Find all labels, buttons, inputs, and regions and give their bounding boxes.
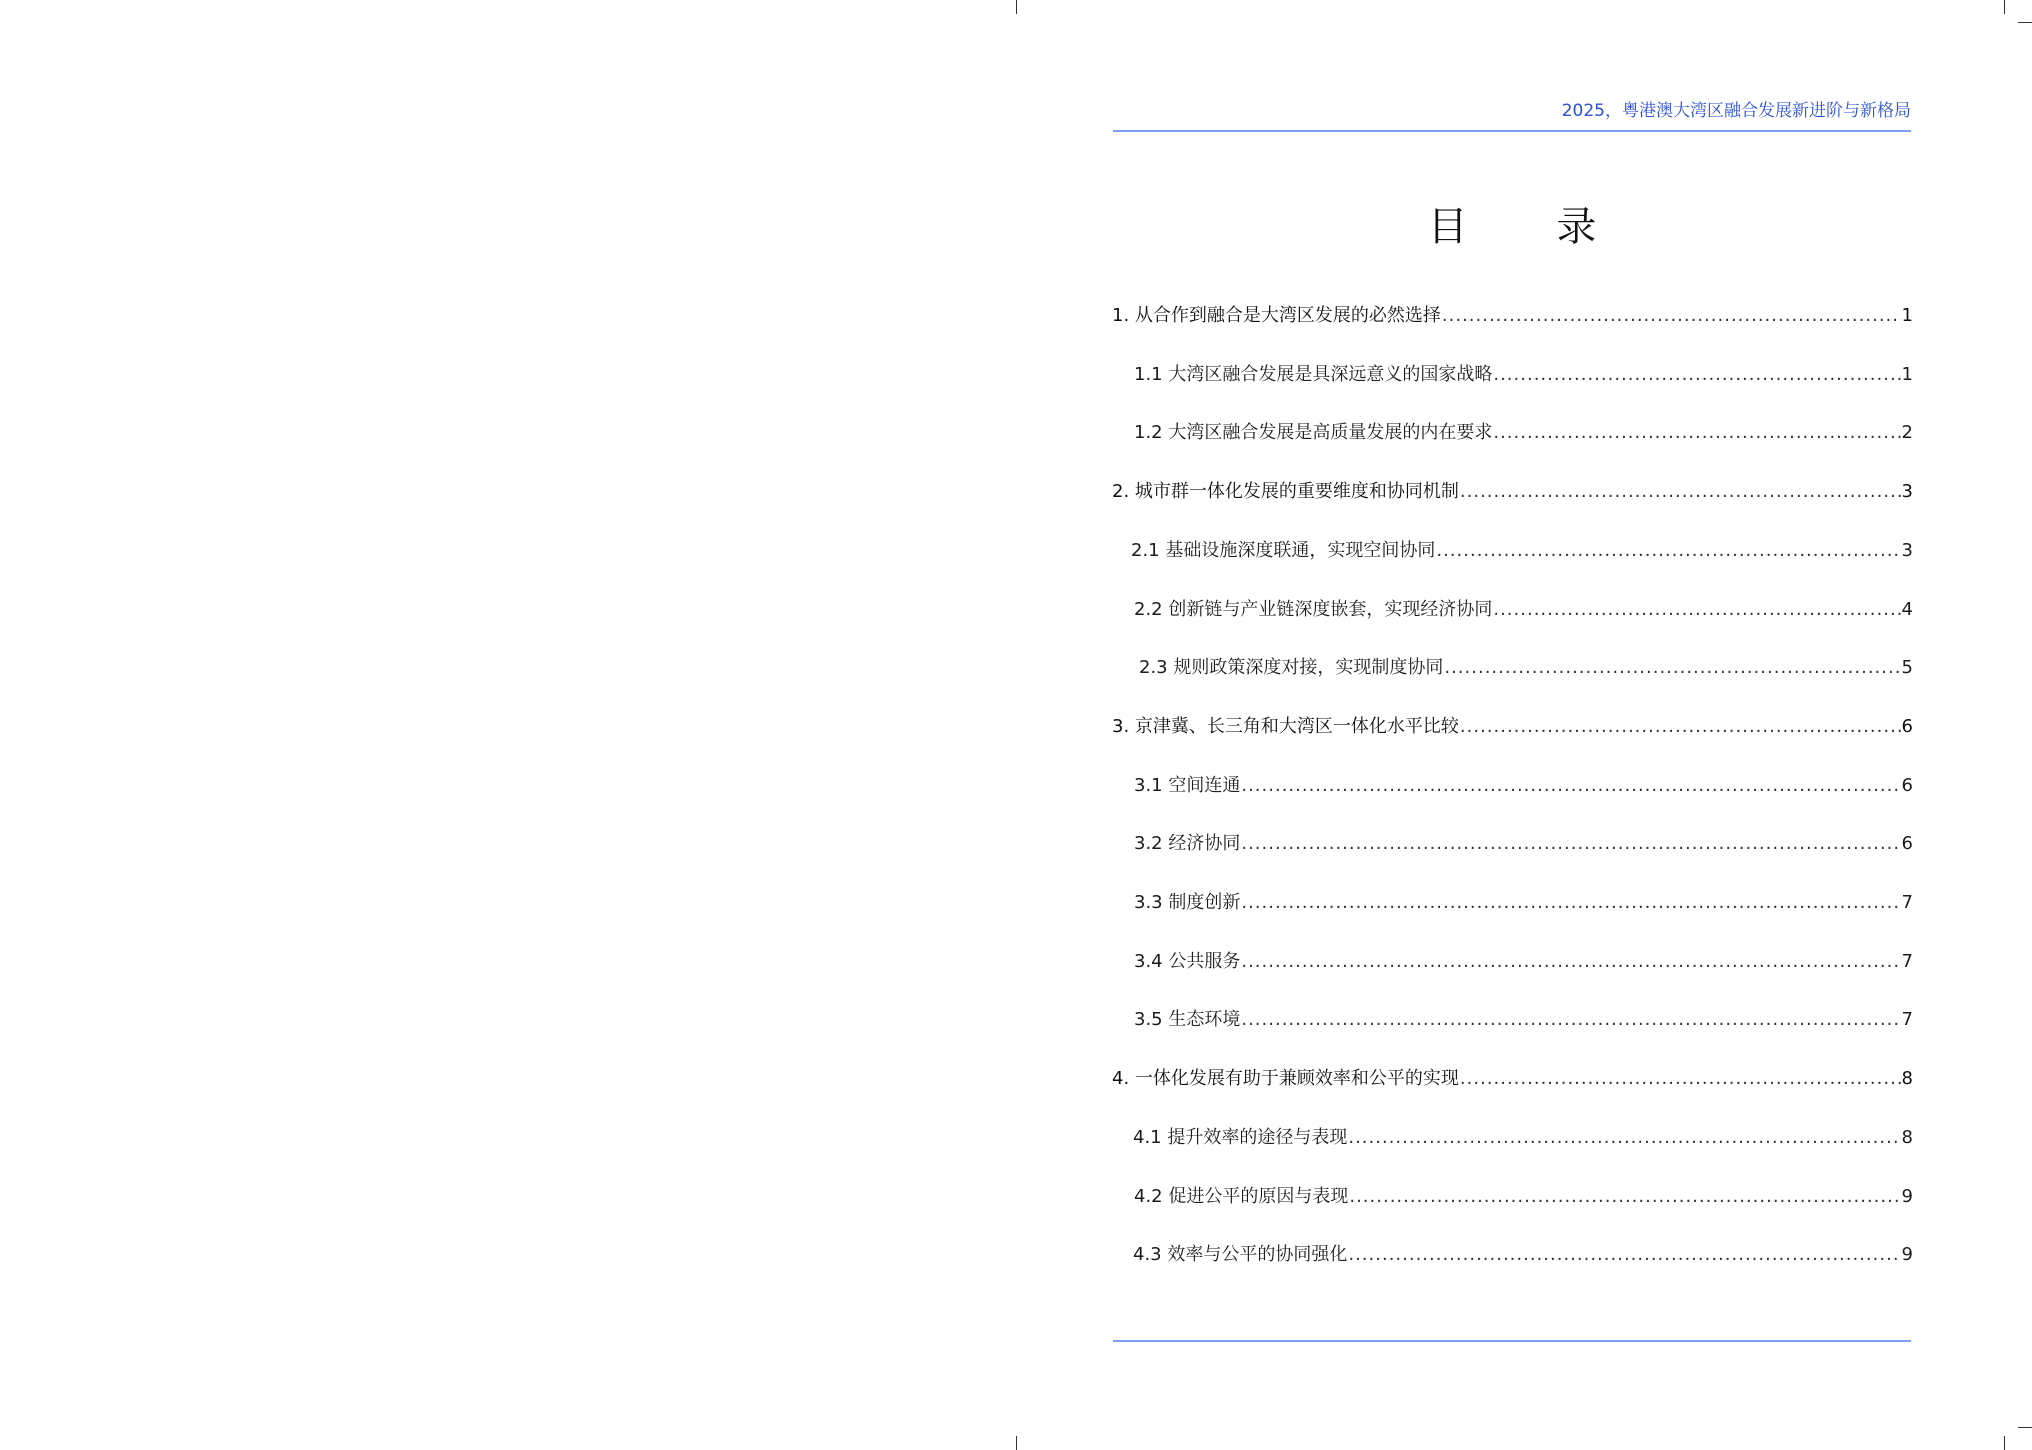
toc-entry-page-number: 6 [1901, 715, 1913, 737]
toc-entry[interactable] [1131, 538, 1913, 564]
toc-entry-page-number: 1 [1901, 363, 1913, 385]
toc-entry[interactable] [1133, 1242, 1913, 1268]
toc-entry-page-number: 4 [1901, 598, 1913, 620]
running-header-title: 2025，粤港澳大湾区融合发展新进阶与新格局 [1561, 101, 1911, 121]
toc-entry-label: 1. 从合作到融合是大湾区发展的必然选择 [1112, 305, 1441, 326]
toc-entry-page-number: 7 [1901, 950, 1913, 972]
toc-entry[interactable] [1134, 1007, 1913, 1033]
toc-entry[interactable] [1134, 949, 1913, 975]
toc-entry-label: 3.3 制度创新 [1134, 892, 1241, 913]
toc-entry-page-number: 3 [1901, 481, 1913, 503]
footer-rule [1113, 1340, 1911, 1342]
toc-entry-page-number: 1 [1901, 305, 1913, 326]
toc-dot-leader [1493, 420, 1900, 446]
toc-dot-leader [1241, 831, 1900, 857]
toc-entry-label: 2.3 规则政策深度对接，实现制度协同 [1139, 657, 1444, 679]
toc-entry-label: 4. 一体化发展有助于兼顾效率和公平的实现 [1112, 1068, 1459, 1090]
toc-entry[interactable] [1134, 362, 1913, 388]
toc-dot-leader [1460, 714, 1901, 740]
toc-entry[interactable] [1133, 1125, 1913, 1151]
toc-entry[interactable] [1112, 303, 1913, 329]
toc-entry[interactable] [1139, 655, 1913, 681]
toc-entry[interactable] [1134, 597, 1913, 623]
toc-dot-leader [1442, 303, 1901, 329]
toc-entry-label: 4.3 效率与公平的协同强化 [1133, 1244, 1348, 1266]
toc-dot-leader [1493, 362, 1900, 388]
toc-entry-page-number: 9 [1901, 1185, 1913, 1207]
toc-entry[interactable] [1112, 1066, 1913, 1092]
toc-dot-leader [1436, 538, 1900, 564]
toc-dot-leader [1241, 949, 1900, 975]
toc-entry-label: 2.2 创新链与产业链深度嵌套，实现经济协同 [1134, 598, 1493, 620]
toc-dot-leader [1241, 773, 1900, 799]
toc-dot-leader [1241, 1007, 1900, 1033]
toc-dot-leader [1493, 597, 1900, 623]
toc-entry-label: 1.2 大湾区融合发展是高质量发展的内在要求 [1134, 422, 1493, 444]
toc-entry-page-number: 5 [1901, 657, 1913, 679]
toc-entry[interactable] [1134, 890, 1913, 916]
toc-entry-page-number: 2 [1901, 422, 1913, 444]
toc-entry-label: 3. 京津冀、长三角和大湾区一体化水平比较 [1112, 715, 1459, 737]
toc-entry-label: 3.2 经济协同 [1134, 833, 1241, 855]
toc-entry-page-number: 7 [1901, 1009, 1913, 1031]
toc-entry-page-number: 8 [1901, 1068, 1913, 1090]
toc-entry-label: 3.1 空间连通 [1134, 774, 1241, 796]
toc-title: 目 录 [1427, 204, 1635, 250]
toc-entry[interactable] [1134, 1184, 1913, 1210]
toc-entry-label: 1.1 大湾区融合发展是具深远意义的国家战略 [1134, 363, 1493, 385]
toc-entry[interactable] [1112, 714, 1913, 740]
toc-entry-label: 4.2 促进公平的原因与表现 [1134, 1185, 1349, 1207]
toc-entry-label: 3.5 生态环境 [1134, 1009, 1241, 1031]
toc-entry[interactable] [1134, 773, 1913, 799]
toc-dot-leader [1348, 1125, 1900, 1151]
toc-entry-label: 3.4 公共服务 [1134, 950, 1241, 972]
toc-entry-label: 4.1 提升效率的途径与表现 [1133, 1126, 1348, 1148]
toc-entry-label: 2.1 基础设施深度联通，实现空间协同 [1131, 539, 1436, 561]
toc-entry[interactable] [1134, 420, 1913, 446]
toc-entry-label: 2. 城市群一体化发展的重要维度和协同机制 [1112, 481, 1459, 503]
toc-entry-page-number: 7 [1901, 892, 1913, 913]
toc-dot-leader [1349, 1184, 1900, 1210]
toc-entry-page-number: 3 [1901, 539, 1913, 561]
toc-dot-leader [1460, 1066, 1901, 1092]
toc-dot-leader [1348, 1242, 1900, 1268]
toc-dot-leader [1460, 479, 1901, 505]
toc-entry-page-number: 8 [1901, 1126, 1913, 1148]
toc-entry-page-number: 9 [1901, 1244, 1913, 1266]
toc-entry-page-number: 6 [1901, 833, 1913, 855]
toc-entry-page-number: 6 [1901, 774, 1913, 796]
toc-entry[interactable] [1112, 479, 1913, 505]
toc-dot-leader [1241, 890, 1900, 916]
toc-dot-leader [1444, 655, 1900, 681]
toc-entry[interactable] [1134, 831, 1913, 857]
